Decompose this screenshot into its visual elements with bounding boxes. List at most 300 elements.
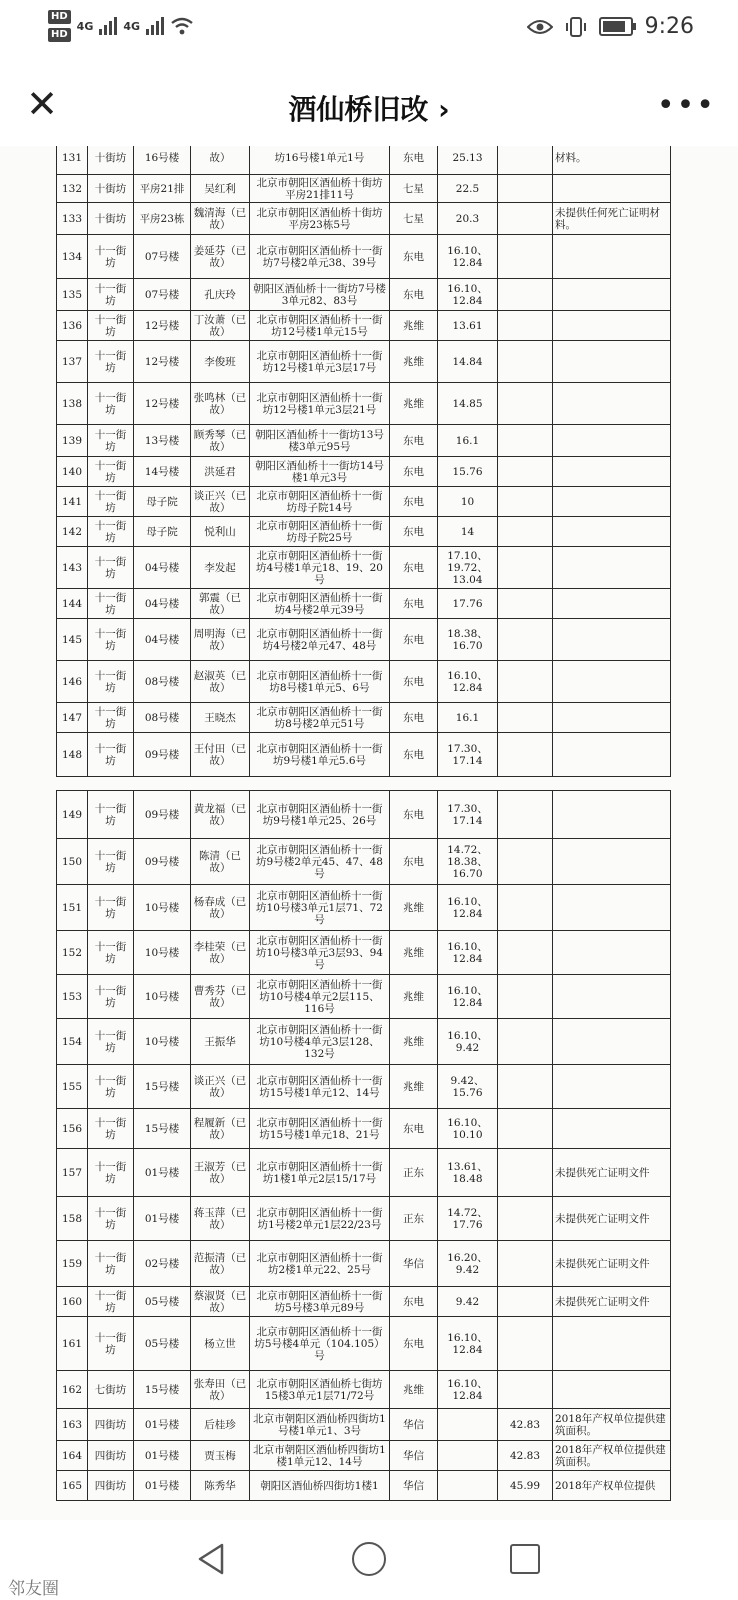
cell-addr: 北京市朝阳区酒仙桥四街坊1楼1单元12、14号 xyxy=(250,1441,390,1471)
cell-addr: 北京市朝阳区酒仙桥十一街坊2楼1单元22、25号 xyxy=(250,1241,390,1287)
cell-note xyxy=(553,235,671,279)
more-options-icon[interactable]: ••• xyxy=(656,88,716,123)
cell-a xyxy=(498,1371,553,1409)
table-row xyxy=(57,146,671,175)
cell-name: 洪延君 xyxy=(191,457,250,487)
cell-no: 141 xyxy=(57,487,88,517)
table-row xyxy=(57,703,671,733)
cell-a xyxy=(498,457,553,487)
cell-addr: 朝阳区酒仙桥十一街坊14号楼1单元3号 xyxy=(250,457,390,487)
cell-area: 十一街坊 xyxy=(88,1197,134,1241)
cell-name: 后桂珍 xyxy=(191,1409,250,1441)
cell-note xyxy=(553,487,671,517)
table-row xyxy=(57,517,671,547)
cell-no: 148 xyxy=(57,733,88,777)
cell-addr: 北京市朝阳区酒仙桥十一街坊12号楼1单元3层17号 xyxy=(250,341,390,383)
cell-name: 赵淑英（已故） xyxy=(191,661,250,703)
cell-addr: 北京市朝阳区酒仙桥四街坊1号楼1单元1、3号 xyxy=(250,1409,390,1441)
cell-name: 李桂荣（已故） xyxy=(191,931,250,975)
cell-a xyxy=(498,146,553,175)
table-row xyxy=(57,457,671,487)
cell-co: 东电 xyxy=(390,619,438,661)
cell-co: 东电 xyxy=(390,791,438,839)
cell-a xyxy=(498,1317,553,1371)
table-row xyxy=(57,791,671,839)
cell-size: 16.10、12.84 xyxy=(438,975,498,1019)
cell-size: 22.5 xyxy=(438,175,498,203)
cell-a xyxy=(498,703,553,733)
cell-co: 七星 xyxy=(390,175,438,203)
cell-a xyxy=(498,1241,553,1287)
cell-note xyxy=(553,311,671,341)
cell-area: 四街坊 xyxy=(88,1409,134,1441)
cell-bldg: 04号楼 xyxy=(134,589,191,619)
cell-a: 45.99 xyxy=(498,1471,553,1501)
cell-area: 十一街坊 xyxy=(88,1287,134,1317)
cell-no: 142 xyxy=(57,517,88,547)
cell-co: 东电 xyxy=(390,1317,438,1371)
cell-name: 姜延芬（已故） xyxy=(191,235,250,279)
cell-size: 16.10、12.84 xyxy=(438,279,498,311)
cell-bldg: 母子院 xyxy=(134,517,191,547)
cell-name: 故） xyxy=(191,146,250,175)
registry-table-1 xyxy=(56,146,671,777)
cell-name: 杨立世 xyxy=(191,1317,250,1371)
cell-size: 13.61、18.48 xyxy=(438,1149,498,1197)
cell-name: 顾秀琴（已故） xyxy=(191,425,250,457)
cell-co: 兆维 xyxy=(390,341,438,383)
cell-bldg: 15号楼 xyxy=(134,1109,191,1149)
cell-note xyxy=(553,589,671,619)
table-row xyxy=(57,1287,671,1317)
cell-size: 14.84 xyxy=(438,341,498,383)
cell-size: 17.76 xyxy=(438,589,498,619)
cell-no: 154 xyxy=(57,1019,88,1065)
cell-no: 133 xyxy=(57,203,88,235)
cell-a xyxy=(498,1197,553,1241)
cell-area: 十一街坊 xyxy=(88,311,134,341)
cell-area: 十一街坊 xyxy=(88,733,134,777)
cell-bldg: 05号楼 xyxy=(134,1317,191,1371)
cell-note xyxy=(553,1317,671,1371)
cell-bldg: 12号楼 xyxy=(134,383,191,425)
cell-area: 十一街坊 xyxy=(88,885,134,931)
cell-a xyxy=(498,1149,553,1197)
cell-co: 七星 xyxy=(390,203,438,235)
cell-bldg: 01号楼 xyxy=(134,1471,191,1501)
cell-no: 149 xyxy=(57,791,88,839)
cell-addr: 北京市朝阳区酒仙桥十一街坊5号楼4单元（104.105）号 xyxy=(250,1317,390,1371)
cell-no: 132 xyxy=(57,175,88,203)
cell-bldg: 12号楼 xyxy=(134,341,191,383)
cell-name: 李俊班 xyxy=(191,341,250,383)
table-row xyxy=(57,1197,671,1241)
cell-size: 16.10、12.84 xyxy=(438,1317,498,1371)
cell-a xyxy=(498,791,553,839)
cell-co: 东电 xyxy=(390,279,438,311)
cell-size: 16.10、12.84 xyxy=(438,1371,498,1409)
cell-name: 郭震（已故） xyxy=(191,589,250,619)
wifi-icon xyxy=(170,16,194,36)
cell-co: 东电 xyxy=(390,839,438,885)
network-type-1: 4G xyxy=(76,19,94,33)
cell-size: 18.38、16.70 xyxy=(438,619,498,661)
cell-co: 东电 xyxy=(390,1109,438,1149)
cell-bldg: 16号楼 xyxy=(134,146,191,175)
cell-note: 2018年产权单位提供建筑面积。 xyxy=(553,1441,671,1471)
cell-area: 十一街坊 xyxy=(88,619,134,661)
cell-area: 十街坊 xyxy=(88,146,134,175)
cell-addr: 北京市朝阳区酒仙桥七街坊15楼3单元1层71/72号 xyxy=(250,1371,390,1409)
cell-area: 十一街坊 xyxy=(88,279,134,311)
cell-addr: 北京市朝阳区酒仙桥十一街坊9号楼2单元45、47、48号 xyxy=(250,839,390,885)
cell-co: 东电 xyxy=(390,235,438,279)
cell-note xyxy=(553,1371,671,1409)
cell-a xyxy=(498,1065,553,1109)
cell-a xyxy=(498,341,553,383)
cell-no: 135 xyxy=(57,279,88,311)
cell-a xyxy=(498,619,553,661)
cell-a: 42.83 xyxy=(498,1441,553,1471)
cell-size: 16.10、10.10 xyxy=(438,1109,498,1149)
cell-no: 143 xyxy=(57,547,88,589)
cell-addr: 北京市朝阳区酒仙桥十街坊平房23栋5号 xyxy=(250,203,390,235)
cell-area: 十一街坊 xyxy=(88,341,134,383)
cell-no: 162 xyxy=(57,1371,88,1409)
cell-bldg: 平房23栋 xyxy=(134,203,191,235)
network-indicators xyxy=(48,10,194,42)
table-row xyxy=(57,235,671,279)
cell-name: 谈正兴（已故） xyxy=(191,1065,250,1109)
close-icon[interactable]: ✕ xyxy=(26,82,58,126)
table-row xyxy=(57,931,671,975)
watermark-label: 邻友圈 xyxy=(8,1579,59,1599)
cell-addr: 北京市朝阳区酒仙桥十一街坊4号楼2单元47、48号 xyxy=(250,619,390,661)
cell-size: 14 xyxy=(438,517,498,547)
cell-size xyxy=(438,1471,498,1501)
cell-note xyxy=(553,1019,671,1065)
cell-addr: 北京市朝阳区酒仙桥十一街坊15号楼1单元18、21号 xyxy=(250,1109,390,1149)
cell-no: 144 xyxy=(57,589,88,619)
cell-note xyxy=(553,175,671,203)
hd-badge-2: HD xyxy=(48,28,71,42)
cell-a xyxy=(498,383,553,425)
system-indicators xyxy=(527,14,694,39)
cell-name: 范振清（已故） xyxy=(191,1241,250,1287)
cell-size: 16.1 xyxy=(438,425,498,457)
cell-addr: 北京市朝阳区酒仙桥十一街坊1楼1单元2层15/17号 xyxy=(250,1149,390,1197)
cell-name: 魏清海（已故） xyxy=(191,203,250,235)
cell-area: 十一街坊 xyxy=(88,1149,134,1197)
cell-size: 10 xyxy=(438,487,498,517)
cell-name: 吴红利 xyxy=(191,175,250,203)
cell-a xyxy=(498,733,553,777)
cell-size: 15.76 xyxy=(438,457,498,487)
table-row xyxy=(57,341,671,383)
table-row xyxy=(57,975,671,1019)
cell-note: 未提供死亡证明文件 xyxy=(553,1287,671,1317)
cell-area: 十一街坊 xyxy=(88,589,134,619)
cell-name: 丁汝萧（已故） xyxy=(191,311,250,341)
cell-no: 150 xyxy=(57,839,88,885)
cell-area: 四街坊 xyxy=(88,1471,134,1501)
table-row xyxy=(57,1109,671,1149)
cell-bldg: 08号楼 xyxy=(134,703,191,733)
cell-bldg: 01号楼 xyxy=(134,1441,191,1471)
cell-co: 华信 xyxy=(390,1241,438,1287)
cell-note xyxy=(553,975,671,1019)
cell-bldg: 02号楼 xyxy=(134,1241,191,1287)
cell-note xyxy=(553,733,671,777)
cell-area: 十街坊 xyxy=(88,175,134,203)
cell-co: 兆维 xyxy=(390,885,438,931)
battery-icon xyxy=(599,17,633,36)
cell-addr: 北京市朝阳区酒仙桥十一街坊9号楼1单元5.6号 xyxy=(250,733,390,777)
document-image xyxy=(0,146,738,1520)
cell-area: 十一街坊 xyxy=(88,383,134,425)
cell-co: 东电 xyxy=(390,547,438,589)
cell-no: 136 xyxy=(57,311,88,341)
cell-bldg: 07号楼 xyxy=(134,279,191,311)
cell-area: 十一街坊 xyxy=(88,1109,134,1149)
cell-name: 蒋玉萍（已故） xyxy=(191,1197,250,1241)
cell-no: 147 xyxy=(57,703,88,733)
cell-addr: 北京市朝阳区酒仙桥十一街坊4号楼2单元39号 xyxy=(250,589,390,619)
table-row xyxy=(57,839,671,885)
cell-bldg: 10号楼 xyxy=(134,975,191,1019)
cell-bldg: 01号楼 xyxy=(134,1197,191,1241)
table-row xyxy=(57,487,671,517)
cell-a xyxy=(498,1109,553,1149)
cell-addr: 北京市朝阳区酒仙桥十一街坊1号楼2单元1层22/23号 xyxy=(250,1197,390,1241)
cell-co: 兆维 xyxy=(390,383,438,425)
cell-area: 十街坊 xyxy=(88,203,134,235)
cell-area: 十一街坊 xyxy=(88,661,134,703)
cell-bldg: 01号楼 xyxy=(134,1149,191,1197)
cell-addr: 北京市朝阳区酒仙桥十一街坊8号楼1单元5、6号 xyxy=(250,661,390,703)
cell-a xyxy=(498,1287,553,1317)
cell-co: 兆维 xyxy=(390,1019,438,1065)
cell-addr: 北京市朝阳区酒仙桥十一街坊9号楼1单元25、26号 xyxy=(250,791,390,839)
cell-co: 华信 xyxy=(390,1471,438,1501)
cell-no: 160 xyxy=(57,1287,88,1317)
cell-bldg: 04号楼 xyxy=(134,619,191,661)
cell-size: 14.85 xyxy=(438,383,498,425)
cell-size: 17.30、17.14 xyxy=(438,733,498,777)
cell-co: 东电 xyxy=(390,661,438,703)
cell-note xyxy=(553,547,671,589)
page-title[interactable]: 酒仙桥旧改 › xyxy=(288,93,450,126)
cell-co: 东电 xyxy=(390,589,438,619)
cell-note xyxy=(553,341,671,383)
cell-addr: 北京市朝阳区酒仙桥十一街坊4号楼1单元18、19、20号 xyxy=(250,547,390,589)
cell-name: 张鸣林（已故） xyxy=(191,383,250,425)
cell-bldg: 08号楼 xyxy=(134,661,191,703)
cell-area: 十一街坊 xyxy=(88,1065,134,1109)
cell-name: 蔡淑贤（已故） xyxy=(191,1287,250,1317)
cell-area: 十一街坊 xyxy=(88,1317,134,1371)
clock: 9:26 xyxy=(644,14,694,39)
cell-name: 陈清（已故） xyxy=(191,839,250,885)
cell-bldg: 14号楼 xyxy=(134,457,191,487)
article-header xyxy=(0,62,738,146)
cell-addr: 坊16号楼1单元1号 xyxy=(250,146,390,175)
home-icon[interactable] xyxy=(352,1542,386,1576)
cell-name: 王晓杰 xyxy=(191,703,250,733)
cell-bldg: 10号楼 xyxy=(134,885,191,931)
cell-addr: 北京市朝阳区酒仙桥十街坊平房21排11号 xyxy=(250,175,390,203)
cell-size: 16.20、9.42 xyxy=(438,1241,498,1287)
table-row xyxy=(57,425,671,457)
table-row xyxy=(57,383,671,425)
cell-size: 16.10、9.42 xyxy=(438,1019,498,1065)
cell-name: 张寿田（已故） xyxy=(191,1371,250,1409)
cell-addr: 北京市朝阳区酒仙桥十一街坊15号楼1单元12、14号 xyxy=(250,1065,390,1109)
table-row xyxy=(57,547,671,589)
cell-co: 东电 xyxy=(390,703,438,733)
back-icon[interactable] xyxy=(196,1542,226,1576)
cell-bldg: 09号楼 xyxy=(134,733,191,777)
cell-size: 16.10、12.84 xyxy=(438,931,498,975)
cell-note xyxy=(553,885,671,931)
recent-apps-icon[interactable] xyxy=(510,1544,540,1574)
cell-note xyxy=(553,839,671,885)
table-row xyxy=(57,1149,671,1197)
cell-addr: 北京市朝阳区酒仙桥十一街坊8号楼2单元51号 xyxy=(250,703,390,733)
cell-note xyxy=(553,279,671,311)
cell-addr: 北京市朝阳区酒仙桥十一街坊12号楼1单元3层21号 xyxy=(250,383,390,425)
cell-a xyxy=(498,235,553,279)
cell-co: 东电 xyxy=(390,487,438,517)
cell-a xyxy=(498,487,553,517)
cell-note: 未提供死亡证明文件 xyxy=(553,1241,671,1287)
cell-area: 十一街坊 xyxy=(88,425,134,457)
cell-bldg: 09号楼 xyxy=(134,791,191,839)
cell-co: 东电 xyxy=(390,457,438,487)
table-row xyxy=(57,619,671,661)
network-type-2: 4G xyxy=(123,19,141,33)
cell-addr: 朝阳区酒仙桥十一街坊7号楼3单元82、83号 xyxy=(250,279,390,311)
cell-bldg: 母子院 xyxy=(134,487,191,517)
cell-no: 156 xyxy=(57,1109,88,1149)
cell-co: 正东 xyxy=(390,1197,438,1241)
cell-name: 周明海（已故） xyxy=(191,619,250,661)
cell-size: 16.10、12.84 xyxy=(438,235,498,279)
cell-size: 14.72、17.76 xyxy=(438,1197,498,1241)
navigation-bar xyxy=(0,1520,738,1600)
cell-note xyxy=(553,517,671,547)
cell-no: 138 xyxy=(57,383,88,425)
cell-area: 十一街坊 xyxy=(88,839,134,885)
cell-bldg: 10号楼 xyxy=(134,1019,191,1065)
cell-addr: 北京市朝阳区酒仙桥十一街坊5号楼3单元89号 xyxy=(250,1287,390,1317)
cell-name: 孔庆玲 xyxy=(191,279,250,311)
cell-name: 黄龙福（已故） xyxy=(191,791,250,839)
cell-area: 七街坊 xyxy=(88,1371,134,1409)
cell-area: 十一街坊 xyxy=(88,1241,134,1287)
cell-note: 未提供任何死亡证明材料。 xyxy=(553,203,671,235)
cell-size: 16.1 xyxy=(438,703,498,733)
cell-co: 正东 xyxy=(390,1149,438,1197)
cell-note: 2018年产权单位提供 xyxy=(553,1471,671,1501)
cell-area: 十一街坊 xyxy=(88,975,134,1019)
hd-badge-1: HD xyxy=(48,10,71,24)
cell-area: 十一街坊 xyxy=(88,791,134,839)
cell-no: 155 xyxy=(57,1065,88,1109)
cell-addr: 北京市朝阳区酒仙桥十一街坊10号楼3单元1层71、72号 xyxy=(250,885,390,931)
cell-addr: 北京市朝阳区酒仙桥十一街坊10号楼4单元2层115、116号 xyxy=(250,975,390,1019)
cell-co: 东电 xyxy=(390,146,438,175)
cell-name: 悦利山 xyxy=(191,517,250,547)
cell-note xyxy=(553,457,671,487)
cell-size: 16.10、12.84 xyxy=(438,885,498,931)
cell-co: 东电 xyxy=(390,733,438,777)
cell-size: 17.30、17.14 xyxy=(438,791,498,839)
cell-bldg: 04号楼 xyxy=(134,547,191,589)
cell-no: 140 xyxy=(57,457,88,487)
table-row xyxy=(57,589,671,619)
cell-addr: 北京市朝阳区酒仙桥十一街坊母子院14号 xyxy=(250,487,390,517)
cell-note: 2018年产权单位提供建筑面积。 xyxy=(553,1409,671,1441)
cell-note xyxy=(553,383,671,425)
cell-addr: 朝阳区酒仙桥十一街坊13号楼3单元95号 xyxy=(250,425,390,457)
cell-co: 兆维 xyxy=(390,975,438,1019)
cell-note xyxy=(553,1065,671,1109)
vibrate-icon xyxy=(565,16,587,38)
table-row xyxy=(57,311,671,341)
cell-a xyxy=(498,547,553,589)
cell-a xyxy=(498,311,553,341)
cell-note xyxy=(553,791,671,839)
cell-size: 13.61 xyxy=(438,311,498,341)
cell-bldg: 01号楼 xyxy=(134,1409,191,1441)
cell-note xyxy=(553,931,671,975)
cell-name: 杨春成（已故） xyxy=(191,885,250,931)
cell-a: 42.83 xyxy=(498,1409,553,1441)
table-row xyxy=(57,885,671,931)
cell-size: 9.42 xyxy=(438,1287,498,1317)
cell-no: 164 xyxy=(57,1441,88,1471)
cell-note: 材料。 xyxy=(553,146,671,175)
table-row xyxy=(57,733,671,777)
cell-a xyxy=(498,1019,553,1065)
cell-no: 153 xyxy=(57,975,88,1019)
table-row xyxy=(57,661,671,703)
cell-bldg: 05号楼 xyxy=(134,1287,191,1317)
cell-size: 16.10、12.84 xyxy=(438,661,498,703)
cell-a xyxy=(498,931,553,975)
cell-size: 9.42、15.76 xyxy=(438,1065,498,1109)
cell-size: 25.13 xyxy=(438,146,498,175)
cell-bldg: 平房21排 xyxy=(134,175,191,203)
eye-icon xyxy=(527,19,553,35)
cell-bldg: 12号楼 xyxy=(134,311,191,341)
cell-area: 十一街坊 xyxy=(88,457,134,487)
cell-name: 曹秀芬（已故） xyxy=(191,975,250,1019)
cell-note xyxy=(553,703,671,733)
cell-area: 十一街坊 xyxy=(88,1019,134,1065)
cell-co: 华信 xyxy=(390,1441,438,1471)
cell-no: 165 xyxy=(57,1471,88,1501)
cell-no: 145 xyxy=(57,619,88,661)
cell-size xyxy=(438,1409,498,1441)
cell-co: 东电 xyxy=(390,425,438,457)
cell-name: 李发起 xyxy=(191,547,250,589)
cell-area: 四街坊 xyxy=(88,1441,134,1471)
cell-note: 未提供死亡证明文件 xyxy=(553,1149,671,1197)
cell-note xyxy=(553,661,671,703)
cell-bldg: 15号楼 xyxy=(134,1065,191,1109)
